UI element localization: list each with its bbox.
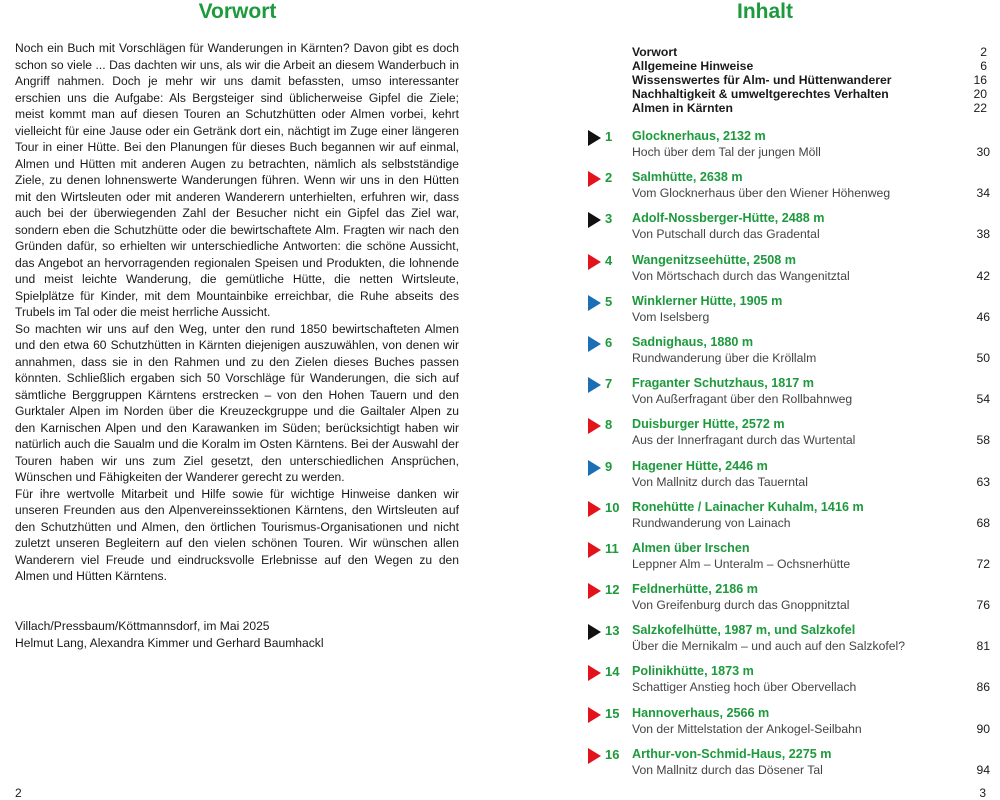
tour-number: 3 [605, 211, 613, 227]
tour-number: 8 [605, 417, 613, 433]
tour-number: 4 [605, 252, 613, 268]
toc-tour-entry[interactable] [525, 538, 990, 579]
tour-page-number: 63 [976, 474, 990, 489]
toc-tour-entry[interactable] [525, 332, 990, 373]
tour-number: 15 [605, 705, 620, 721]
tour-title: Fraganter Schutzhaus, 1817 m [632, 376, 814, 391]
toc-front-title: Nachhaltigkeit & umweltgerechtes Verhalten [632, 86, 889, 101]
right-page [525, 0, 1000, 800]
tour-number: 16 [605, 746, 620, 762]
tour-page-number: 30 [976, 145, 990, 159]
tour-title: Hannoverhaus, 2566 m [632, 705, 770, 720]
toc-front-page: 6 [980, 58, 987, 73]
toc-tour-entry[interactable] [525, 208, 990, 249]
tour-number: 1 [605, 129, 613, 144]
tour-page-number: 38 [976, 227, 990, 242]
difficulty-triangle-icon [588, 501, 601, 517]
tour-subtitle: Von der Mittelstation der Ankogel-Seilbahn [632, 721, 862, 736]
tour-title: Salmhütte, 2638 m [632, 170, 743, 185]
toc-tour-entry[interactable] [525, 167, 990, 208]
toc-tour-entry[interactable] [525, 414, 990, 455]
tour-title: Polinikhütte, 1873 m [632, 664, 754, 679]
tour-subtitle: Aus der Innerfragant durch das Wurtental [632, 433, 856, 448]
tour-title: Feldnerhütte, 2186 m [632, 582, 758, 597]
tour-subtitle: Von Mallnitz durch das Tauerntal [632, 474, 808, 489]
difficulty-triangle-icon [588, 212, 601, 228]
toc-tour-entry[interactable] [525, 579, 990, 620]
toc-front-item[interactable] [632, 45, 987, 59]
tour-title: Hagener Hütte, 2446 m [632, 458, 768, 473]
toc-tour-entry[interactable] [525, 744, 990, 785]
tour-title: Winklerner Hütte, 1905 m [632, 293, 783, 308]
toc-front-item[interactable] [632, 59, 987, 73]
foreword-heading: Vorwort [198, 0, 277, 23]
tour-page-number: 90 [976, 721, 990, 736]
tour-title: Salzkofelhütte, 1987 m, und Salzkofel [632, 623, 856, 638]
tour-subtitle: Leppner Alm – Unteralm – Ochsnerhütte [632, 556, 851, 571]
toc-front-title: Wissenswertes für Alm- und Hüttenwanderer [632, 72, 892, 87]
difficulty-triangle-icon [588, 583, 601, 599]
tour-subtitle: Vom Iselsberg [632, 309, 710, 324]
toc-tour-entry[interactable] [525, 703, 990, 744]
tour-subtitle: Rundwanderung über die Kröllalm [632, 350, 817, 365]
place-date: Villach/Pressbaum/Köttmannsdorf, im Mai 2025 [15, 619, 270, 633]
authors: Helmut Lang, Alexandra Kimmer und Gerhard Baumhackl [15, 635, 324, 650]
toc-tour-entry[interactable] [525, 456, 990, 497]
tour-subtitle: Von Außerfragant über den Rollbahnweg [632, 392, 853, 407]
tour-title: Glocknerhaus, 2132 m [632, 129, 766, 143]
toc-tour-entry[interactable] [525, 661, 990, 702]
foreword-paragraph: Noch ein Buch mit Vorschlägen für Wanderungen in Kärnten? Davon gibt es doch schon so viele ... Das dachten wir uns, als wir die Arbeit an diesem Wanderbuch in Angriff nahmen. Doch je mehr wir uns damit befassten, umso interessanter erschien uns die Aufgabe: Als Bergsteiger sind üblicherweise Gipfel die Ziele; meist kommt man auf diesen Touren an Schutzhütten oder Almen vorbei, kehrt vielleicht für eine Jause oder ein Getränk dort ein, nächtigt im Zuge einer längeren Tour in einer Hütte. Bei den Planungen für dieses Buch begannen wir auf einmal, Almen und Hütten mit anderen Augen zu betrachten, nämlich als selbstständige Ziele, zu denen lohnenswerte Wanderungen führen. Wenn wir uns in den Hütten mit den Wirtsleuten oder mit anderen Wanderern unterhielten, erfuhren wir, dass auch bei der überwiegenden Zahl der Besucher nicht ein Gipfel das Ziel war, sondern eben die Schutzhütte oder die bewirtschaftete Alm. Fragten wir nach den Gründen dafür, so erhielten wir unterschiedliche Antworten: die schöne Aussicht, das Angebot an hervorragenden regionalen Speisen und Produkten, die lohnende und meist leichte Wanderung, die gemütliche Hütte, die netten Wirtsleute, Spielplätze für Kinder, mit dem Mountainbike erreichbar, die Ruhe abseits des Trubels im Tal oder die meist herrliche Aussicht. [15, 41, 459, 319]
tour-page-number: 54 [976, 392, 990, 407]
front-matter-list [632, 45, 987, 114]
toc-front-page: 22 [973, 100, 987, 115]
tour-page-number: 94 [976, 762, 990, 777]
difficulty-triangle-icon [588, 295, 601, 311]
tour-number: 2 [605, 170, 613, 186]
tour-number: 6 [605, 334, 613, 350]
toc-front-title: Almen in Kärnten [632, 100, 733, 115]
tour-page-number: 72 [976, 556, 990, 571]
toc-front-page: 2 [980, 45, 987, 59]
tour-number: 14 [605, 664, 620, 680]
tour-page-number: 50 [976, 350, 990, 365]
tour-page-number: 46 [976, 309, 990, 324]
tour-number: 10 [605, 499, 620, 515]
tour-title: Arthur-von-Schmid-Haus, 2275 m [632, 746, 832, 761]
tour-title: Almen über Irschen [632, 540, 750, 555]
toc-tour-entry[interactable] [525, 126, 990, 167]
difficulty-triangle-icon [588, 171, 601, 187]
tour-page-number: 34 [976, 186, 990, 201]
tour-page-number: 86 [976, 680, 990, 695]
tour-number: 12 [605, 582, 620, 598]
tour-subtitle: Von Mallnitz durch das Dösener Tal [632, 762, 823, 777]
toc-front-item[interactable] [632, 101, 987, 115]
toc-front-page: 16 [973, 72, 987, 87]
foreword-paragraph: Für ihre wertvolle Mitarbeit und Hilfe sowie für wichtige Hinweise danken wir unseren Freunden aus den Alpenvereinssektionen Kärntens, den Wirtsleuten auf den Schutzhütten und Almen, den örtlichen Tourismus-Organisationen und nicht zuletzt unseren Begleitern auf den vielen schönen Touren. Wir wünschen allen Wanderern viel Freude und eindrucksvolle Erlebnisse auf den Wegen zu den Almen und Hütten Kärntens. [15, 486, 459, 583]
difficulty-triangle-icon [588, 624, 601, 640]
toc-front-item[interactable] [632, 87, 987, 101]
difficulty-triangle-icon [588, 336, 601, 352]
foreword-text [15, 40, 459, 585]
difficulty-triangle-icon [588, 542, 601, 558]
tour-title: Ronehütte / Lainacher Kuhalm, 1416 m [632, 499, 864, 514]
signoff [15, 618, 459, 651]
difficulty-triangle-icon [588, 377, 601, 393]
tour-number: 5 [605, 293, 613, 309]
difficulty-triangle-icon [588, 460, 601, 476]
toc-front-page: 20 [973, 86, 987, 101]
tour-subtitle: Über die Mernikalm – und auch auf den Salzkofel? [632, 639, 906, 654]
tour-subtitle: Rundwanderung von Lainach [632, 515, 791, 530]
tour-page-number: 68 [976, 515, 990, 530]
difficulty-triangle-icon [588, 418, 601, 434]
tour-page-number: 81 [976, 639, 990, 654]
tour-subtitle: Vom Glocknerhaus über den Wiener Höhenweg [632, 186, 891, 201]
page-number-right: 3 [979, 786, 986, 800]
tour-number: 11 [605, 540, 619, 556]
tour-number: 7 [605, 376, 613, 392]
tour-subtitle: Von Mörtschach durch das Wangenitztal [632, 268, 850, 283]
toc-tour-entry[interactable] [525, 620, 990, 661]
toc-tour-entry[interactable] [525, 373, 990, 414]
page-number-left: 2 [15, 786, 22, 800]
tour-number: 9 [605, 458, 613, 474]
foreword-paragraph: So machten wir uns auf den Weg, unter den rund 1850 bewirtschafteten Almen und den etwa 60 Schutzhütten in Kärnten diejenigen auszuwählen, von denen wir annahmen, dass sie in den Rahmen und zu den Zielen dieses Buches passen könnten. Schließlich ergaben sich 50 Vorschläge für Wanderungen, die sich auf sämtliche Berggruppen Kärntens erstrecken – von den Hohen Tauern und den Gurktaler Alpen im Norden über die Kreuzeckgruppe und die Gailtaler Alpen zu den Karnischen Alpen und den Karawanken im Süden; berücksichtigt haben wir natürlich auch die Saualm und die Koralm im Osten Kärntens. Bei der Auswahl der Touren haben wir uns zum Ziel gesetzt, den unterschiedlichen Ansprüchen, Wünschen und Fähigkeiten der Wanderer gerecht zu werden. [15, 321, 459, 484]
tour-title: Wangenitzseehütte, 2508 m [632, 252, 796, 267]
tour-page-number: 76 [976, 598, 990, 613]
difficulty-triangle-icon [588, 254, 601, 270]
difficulty-triangle-icon [588, 130, 601, 146]
toc-tour-entry[interactable] [525, 291, 990, 332]
tour-subtitle: Schattiger Anstieg hoch über Obervellach [632, 680, 857, 695]
left-page [0, 0, 470, 800]
tour-subtitle: Hoch über dem Tal der jungen Möll [632, 145, 821, 159]
contents-heading: Inhalt [737, 0, 793, 23]
tour-subtitle: Von Greifenburg durch das Gnoppnitztal [632, 598, 850, 613]
toc-front-title: Allgemeine Hinweise [632, 58, 754, 73]
toc-front-item[interactable] [632, 73, 987, 87]
tour-page-number: 42 [976, 268, 990, 283]
difficulty-triangle-icon [588, 665, 601, 681]
toc-tour-entry[interactable] [525, 250, 990, 291]
tour-page-number: 58 [976, 433, 990, 448]
tour-subtitle: Von Putschall durch das Gradental [632, 227, 820, 242]
difficulty-triangle-icon [588, 707, 601, 723]
toc-front-title: Vorwort [632, 45, 678, 59]
toc-tour-entry[interactable] [525, 497, 990, 538]
tour-title: Duisburger Hütte, 2572 m [632, 417, 785, 432]
difficulty-triangle-icon [588, 748, 601, 764]
tour-title: Sadnighaus, 1880 m [632, 334, 754, 349]
tour-list [525, 126, 990, 785]
tour-title: Adolf-Nossberger-Hütte, 2488 m [632, 211, 825, 226]
tour-number: 13 [605, 623, 620, 639]
